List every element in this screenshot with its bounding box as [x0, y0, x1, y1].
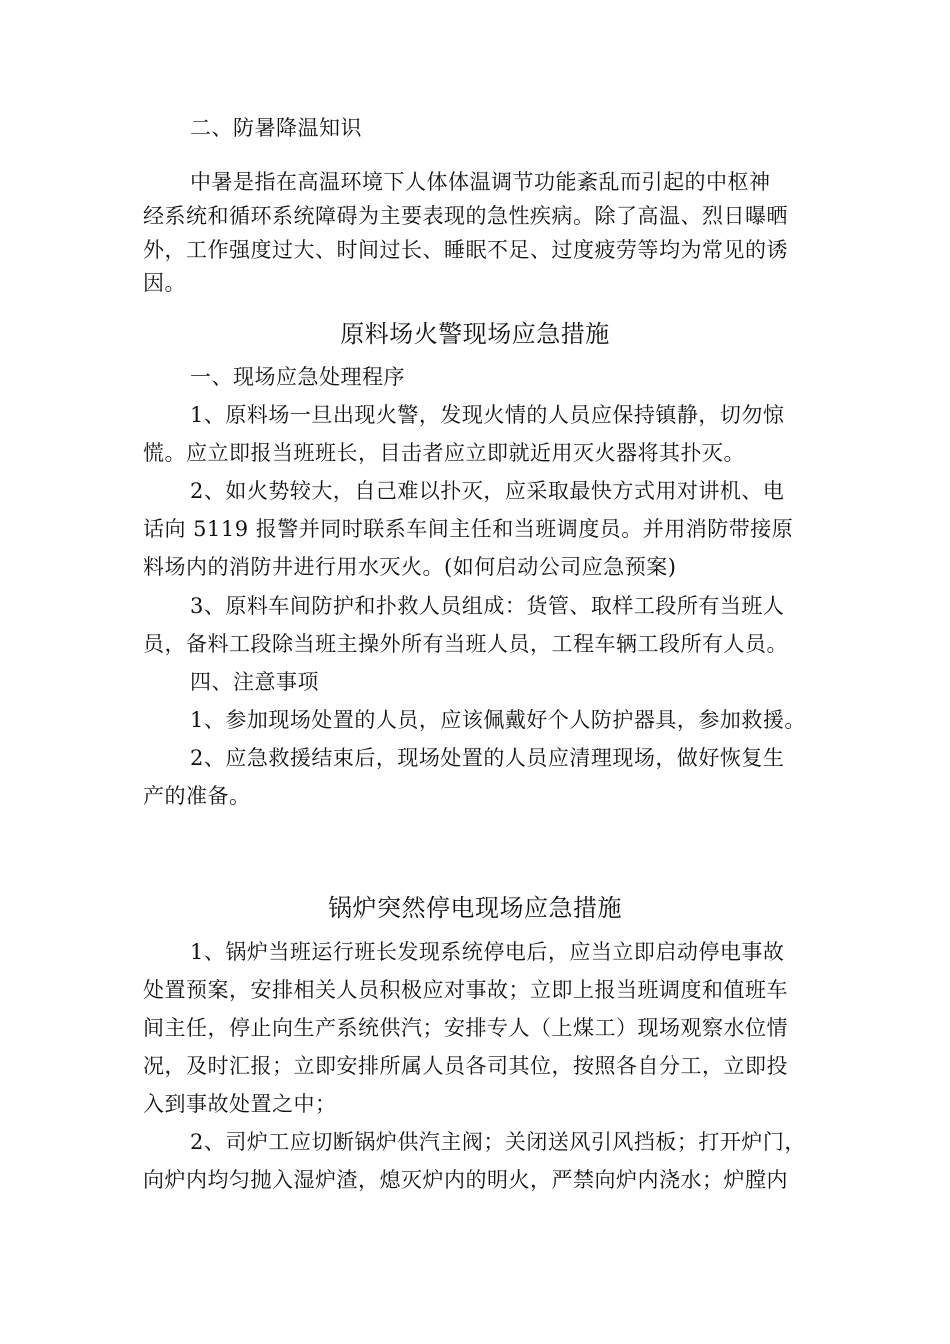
paragraph-line: 外，工作强度过大、时间过长、睡眠不足、过度疲劳等均为常见的诱 — [143, 238, 788, 262]
paragraph-line: 料场内的消防井进行用水灭火。(如何启动公司应急预案) — [143, 555, 677, 579]
paragraph-line: 2、如火势较大，自己难以扑灭，应采取最快方式用对讲机、电 — [190, 479, 785, 503]
paragraph-line: 员，备料工段除当班主操外所有当班人员，工程车辆工段所有人员。 — [143, 632, 788, 656]
paragraph-line: 1、锅炉当班运行班长发现系统停电后，应当立即启动停电事故 — [190, 940, 785, 964]
paragraph-line: 话向 5119 报警并同时联系车间主任和当班调度员。并用消防带接原 — [143, 517, 794, 541]
paragraph-line: 1、原料场一旦出现火警，发现火情的人员应保持镇静，切勿惊 — [190, 403, 785, 427]
section-title-boiler: 锅炉突然停电现场应急措施 — [328, 894, 622, 922]
paragraph-line: 1、参加现场处置的人员，应该佩戴好个人防护器具，参加救援。 — [190, 708, 806, 732]
paragraph-line: 间主任，停止向生产系统供汽；安排专人（上煤工）现场观察水位情 — [143, 1016, 788, 1040]
sub-heading-notes: 四、注意事项 — [190, 670, 319, 694]
paragraph-line: 2、应急救援结束后，现场处置的人员应清理现场，做好恢复生 — [190, 746, 785, 770]
section-heading-summer: 二、防暑降温知识 — [190, 116, 362, 140]
paragraph-line: 产的准备。 — [143, 784, 251, 808]
paragraph-line: 慌。应立即报当班班长，目击者应立即就近用灭火器将其扑灭。 — [143, 441, 745, 465]
paragraph-line: 向炉内均匀抛入湿炉渣，熄灭炉内的明火，严禁向炉内浇水；炉膛内 — [143, 1168, 788, 1192]
paragraph-line: 2、司炉工应切断锅炉供汽主阀；关闭送风引风挡板；打开炉门， — [190, 1130, 806, 1154]
paragraph-line: 中暑是指在高温环境下人体体温调节功能紊乱而引起的中枢神 — [190, 170, 771, 194]
section-title-fire: 原料场火警现场应急措施 — [340, 320, 610, 348]
paragraph-line: 况，及时汇报；立即安排所属人员各司其位，按照各自分工，立即投 — [143, 1054, 788, 1078]
paragraph-line: 3、原料车间防护和扑救人员组成：货管、取样工段所有当班人 — [190, 594, 785, 618]
sub-heading-procedure: 一、现场应急处理程序 — [190, 365, 405, 389]
paragraph-line: 处置预案，安排相关人员积极应对事故；立即上报当班调度和值班车 — [143, 978, 788, 1002]
paragraph-line: 因。 — [143, 271, 186, 295]
paragraph-line: 经系统和循环系统障碍为主要表现的急性疾病。除了高温、烈日曝晒 — [143, 204, 788, 228]
paragraph-line: 入到事故处置之中； — [143, 1092, 337, 1116]
